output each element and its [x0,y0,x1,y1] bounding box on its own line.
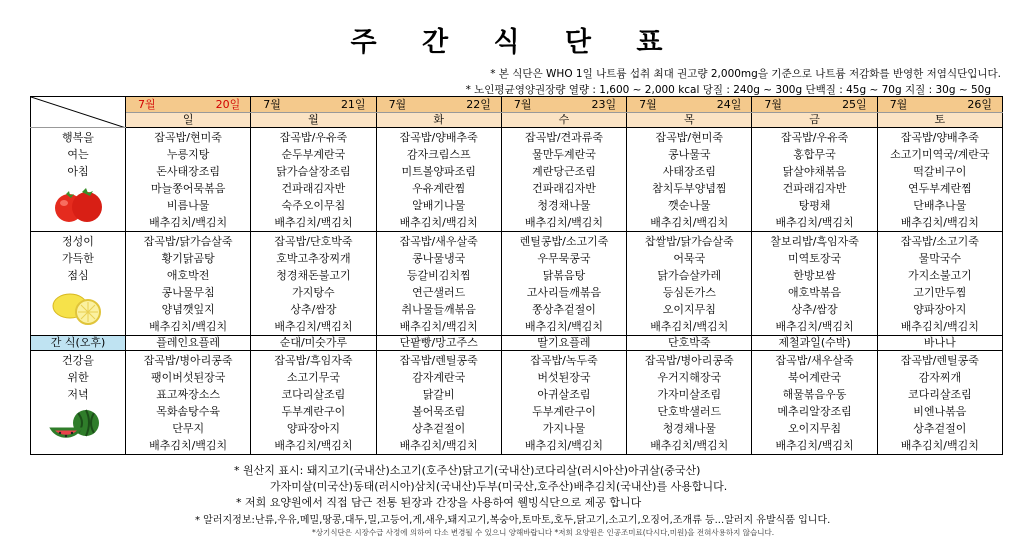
date-cell [627,97,752,113]
menu-item: 참치두부양념찜 [652,182,727,195]
breakfast-menu-cell [501,128,626,232]
breakfast-menu-cell [251,128,376,232]
date-month: 7월 [639,98,657,111]
breakfast-label-line: 여는 [67,148,89,161]
menu-item: 가지탕수 [292,286,335,299]
weekday-cell: 월 [251,113,376,128]
menu-item: 고기만두찜 [913,286,967,299]
menu-item: 쫑상추겉절이 [532,303,596,316]
menu-item: 콩나물무침 [161,286,215,299]
watermelon-icon [48,407,108,450]
dinner-menu-cell [251,351,376,455]
menu-item: 계란당근조림 [532,165,596,178]
menu-item: 배추김치/백김치 [900,439,979,452]
menu-item: 건파래김자반 [782,182,847,195]
date-day: 21일 [340,98,366,111]
menu-item: 잡곡밥/녹두죽 [530,354,598,367]
weekday-cell: 수 [501,113,626,128]
menu-item: 어묵국 [673,252,706,265]
weekday-cell: 목 [627,113,752,128]
menu-item: 오이지무침 [787,422,842,435]
menu-item: 표고짜장소스 [156,388,221,401]
menu-item: 연두부계란찜 [907,182,972,195]
menu-item: 잡곡밥/우유죽 [780,131,849,144]
date-cell [501,97,626,113]
lunch-menu-cell [376,232,501,336]
corner-cell [31,97,126,128]
menu-item: 비엔나볶음 [913,405,967,418]
menu-item: 배추김치/백김치 [524,320,604,333]
menu-item: 깻순나물 [668,199,711,212]
disclaimer-note: *상기식단은 시장수급 사정에 의하여 다소 변경될 수 있으니 양해바랍니다 *저희 요양원은 인공조미료(다시다,미원)을 전혀사용하지 않습니다. [312,528,775,537]
date-month: 7월 [764,98,783,111]
menu-item: 감자찌개 [918,371,962,384]
dinner-menu-cell [126,351,251,455]
menu-item: 상추/쌈장 [290,303,337,316]
menu-item: 콩나물냉국 [412,252,466,265]
dinner-menu-cell [877,351,1002,455]
menu-item: 양파장아지 [913,303,967,316]
breakfast-menu-cell [627,128,752,232]
breakfast-menu-cell [752,128,877,232]
menu-item: 두부계란구이 [281,405,346,418]
menu-item: 배추김치/백김치 [399,439,478,452]
menu-item: 가지소불고기 [907,269,972,282]
date-cell [126,97,251,113]
menu-item: 배추김치/백김치 [274,320,353,333]
menu-item: 잡곡밥/흑임자죽 [274,354,353,367]
menu-item: 코다리살조림 [281,388,346,401]
date-month: 7월 [388,98,407,111]
lunch-menu-cell [126,232,251,336]
menu-item: 우거지해장국 [657,371,722,384]
menu-item: 콩나물국 [668,148,711,161]
menu-item: 물막국수 [918,252,962,265]
menu-item: 홍합무국 [793,148,836,161]
menu-item: 두부계란구이 [532,405,596,418]
menu-item: 배추김치/백김치 [900,320,979,333]
menu-item: 북어계란국 [787,371,842,384]
snack-item: 단팥빵/망고주스 [376,336,501,351]
menu-item: 배추김치/백김치 [524,439,604,452]
menu-item: 배추김치/백김치 [900,216,979,229]
menu-item: 누릉지탕 [166,148,210,161]
breakfast-menu-cell [126,128,251,232]
date-day: 26일 [967,98,992,111]
menu-item: 잡곡밥/새우살죽 [399,235,478,248]
lunch-menu-cell [752,232,877,336]
menu-item: 청경채나물 [662,422,716,435]
snack-item: 바나나 [877,336,1002,351]
menu-item: 단호박샐러드 [657,405,722,418]
dinner-menu-cell [376,351,501,455]
dinner-menu-cell [627,351,752,455]
menu-item: 렌틸콩밥/소고기죽 [519,235,609,248]
lunch-menu-cell [251,232,376,336]
menu-item: 마늘쫑어묵볶음 [150,182,226,195]
menu-item: 비름나물 [166,199,210,212]
menu-item: 사태장조림 [662,165,716,178]
breakfast-label-line: 아침 [67,165,89,178]
menu-item: 버섯된장국 [537,371,591,384]
weekday-cell: 금 [752,113,877,128]
menu-item: 잡곡밥/견과류죽 [524,131,604,144]
menu-item: 감자계란국 [412,371,466,384]
menu-item: 애호박볶음 [787,286,842,299]
menu-item: 숙주오이무침 [281,199,346,212]
menu-item: 찰보리밥/흑임자죽 [770,235,859,248]
menu-item: 닭볶음탕 [542,269,586,282]
menu-item: 탕평채 [798,199,831,212]
menu-item: 배추김치/백김치 [775,439,854,452]
menu-item: 배추김치/백김치 [274,216,353,229]
date-day: 24일 [716,98,742,111]
snack-item: 단호박죽 [627,336,752,351]
origin-note-1: * 원산지 표시: 돼지고기(국내산)소고기(호주산)닭고기(국내산)코다리살(러시아산)아귀살(중국산) [234,464,701,477]
lunch-menu-cell [501,232,626,336]
dinner-label-line: 건강을 [62,354,94,367]
menu-item: 호박고추장찌개 [276,252,351,265]
date-cell [251,97,376,113]
menu-item: 상추겉절이 [412,422,466,435]
origin-note-2: 가자미살(미국산)동태(러시아)삼치(국내산)두부(미국산,호주산)배추김치(국내산)를 사용합니다. [270,480,728,493]
menu-item: 가지나물 [542,422,586,435]
date-month: 7월 [513,98,532,111]
snack-label: 간 식(오후) [31,336,126,351]
menu-item: 메추리알장조림 [777,405,852,418]
menu-item: 배추김치/백김치 [524,216,604,229]
breakfast-menu-cell [877,128,1002,232]
menu-item: 배추김치/백김치 [650,439,729,452]
snack-item: 플레인요플레 [126,336,251,351]
menu-item: 황기닭곰탕 [161,252,215,265]
menu-item: 물만두계란국 [532,148,596,161]
date-month: 7월 [138,98,156,111]
lunch-menu-cell [877,232,1002,336]
menu-item: 잡곡밥/병아리콩죽 [644,354,734,367]
tomato-icon [50,184,106,227]
menu-item: 애호박전 [166,269,210,282]
menu-item: 연근샐러드 [412,286,466,299]
lemon-icon [50,288,106,329]
menu-item: 배추김치/백김치 [274,439,353,452]
menu-item: 미트볼양파조림 [401,165,476,178]
date-day: 20일 [215,98,241,111]
snack-item: 순대/미숫가루 [251,336,376,351]
weekday-cell: 일 [126,113,251,128]
menu-item: 배추김치/백김치 [650,320,729,333]
menu-item: 목화솜탕수육 [156,405,221,418]
menu-item: 건파래김자반 [532,182,596,195]
menu-item: 취나물들깨볶음 [401,303,476,316]
menu-item: 배추김치/백김치 [149,320,228,333]
menu-item: 등갈비김치찜 [406,269,471,282]
menu-item: 잡곡밥/렌틸콩죽 [900,354,979,367]
menu-item: 닭가슴살카레 [657,269,722,282]
menu-item: 아귀살조림 [537,388,591,401]
dinner-label-line: 위한 [67,371,89,384]
menu-item: 고사리들깨볶음 [526,286,602,299]
menu-item: 잡곡밥/단호박죽 [274,235,353,248]
menu-item: 소고기무국 [286,371,340,384]
menu-item: 양파장아지 [286,422,340,435]
allergy-note: * 알러지정보:난류,우유,메밀,땅콩,대두,밀,고등어,게,새우,돼지고기,복숭아,토마토,호두,닭고기,소고기,오징어,조개류 등...알러지 유발식품 입니다. [195,515,831,526]
date-cell [376,97,501,113]
lunch-label-line: 정성이 [62,235,94,248]
menu-item: 등심돈가스 [662,286,716,299]
lunch-label-line: 점심 [67,269,89,282]
nutrition-note: * 노인평균영양권장량 열량 : 1,600 ~ 2,000 kcal 당질 : 240g ~ 300g 단백질 : 45g ~ 70g 지질 : 30g ~ 50g [465,84,991,96]
menu-item: 배추김치/백김치 [399,216,478,229]
menu-item: 잡곡밥/렌틸콩죽 [399,354,478,367]
date-month: 7월 [263,98,281,111]
weekly-menu-table [30,96,1003,455]
menu-item: 닭갈비 [422,388,455,401]
menu-item: 우무묵콩국 [537,252,591,265]
menu-item: 돈사태장조림 [156,165,221,178]
sodium-note: * 본 식단은 WHO 1일 나트륨 섭취 최대 권고량 2,000mg을 기준으로 나트륨 저감화를 반영한 저염식단입니다. [490,68,1001,80]
menu-item: 상추/쌈장 [791,303,838,316]
menu-item: 떡갈비구이 [913,165,967,178]
dinner-label-line: 저녁 [67,388,89,401]
date-day: 25일 [842,98,867,111]
menu-item: 배추김치/백김치 [149,439,228,452]
menu-item: 우유계란찜 [412,182,466,195]
weekday-cell: 토 [877,113,1002,128]
menu-item: 소고기미역국/계란국 [890,148,990,161]
date-day: 22일 [466,98,491,111]
menu-item: 닭살야채볶음 [782,165,847,178]
menu-item: 찹쌀밥/닭가슴살죽 [644,235,734,248]
menu-item: 잡곡밥/병아리콩죽 [143,354,233,367]
menu-item: 잡곡밥/양배추죽 [399,131,478,144]
menu-item: 잡곡밥/새우살죽 [775,354,854,367]
dinner-menu-cell [501,351,626,455]
weekday-cell: 화 [376,113,501,128]
menu-item: 배추김치/백김치 [399,320,478,333]
menu-item: 청경채돈불고기 [276,269,351,282]
menu-item: 잡곡밥/현미죽 [655,131,723,144]
lunch-label-line: 가득한 [62,252,94,265]
menu-item: 감자크림스프 [406,148,471,161]
dinner-menu-cell [752,351,877,455]
breakfast-label-cell [31,128,126,232]
lunch-label-cell [31,232,126,336]
menu-item: 잡곡밥/양배추죽 [900,131,979,144]
menu-item: 알배기나물 [412,199,466,212]
date-day: 23일 [591,98,617,111]
menu-item: 배추김치/백김치 [650,216,729,229]
menu-item: 양념깻잎지 [161,303,215,316]
menu-item: 잡곡밥/소고기죽 [900,235,979,248]
lunch-menu-cell [627,232,752,336]
menu-item: 팽이버섯된장국 [150,371,226,384]
snack-item: 제철과일(수박) [752,336,877,351]
menu-item: 배추김치/백김치 [775,320,854,333]
menu-item: 볼어묵조림 [412,405,466,418]
menu-item: 한방보쌈 [793,269,836,282]
menu-item: 배추김치/백김치 [149,216,228,229]
menu-item: 미역토장국 [787,252,842,265]
date-cell [752,97,877,113]
menu-item: 잡곡밥/현미죽 [154,131,222,144]
menu-item: 해물볶음우동 [782,388,847,401]
breakfast-menu-cell [376,128,501,232]
menu-item: 단배추나물 [913,199,967,212]
dinner-label-cell [31,351,126,455]
date-month: 7월 [889,98,908,111]
menu-item: 잡곡밥/우유죽 [279,131,348,144]
menu-item: 상추겉절이 [913,422,967,435]
snack-item: 딸기요플레 [501,336,626,351]
breakfast-label-line: 행복을 [62,131,94,144]
menu-item: 청경채나물 [537,199,591,212]
menu-item: 코다리살조림 [907,388,972,401]
date-cell [877,97,1002,113]
menu-item: 배추김치/백김치 [775,216,854,229]
sauce-note: * 저희 요양원에서 직접 담근 전통 된장과 간장을 사용하여 웰빙식단으로 제공 합니다 [236,496,642,509]
menu-item: 잡곡밥/닭가슴살죽 [143,235,233,248]
menu-item: 건파래김자반 [281,182,346,195]
page-title: 주 간 식 단 표 [350,27,681,58]
menu-item: 닭가슴살장조림 [276,165,351,178]
menu-item: 가자미살조림 [657,388,722,401]
menu-item: 순두부계란국 [281,148,346,161]
menu-item: 단무지 [172,422,205,435]
menu-item: 오이지무침 [662,303,716,316]
